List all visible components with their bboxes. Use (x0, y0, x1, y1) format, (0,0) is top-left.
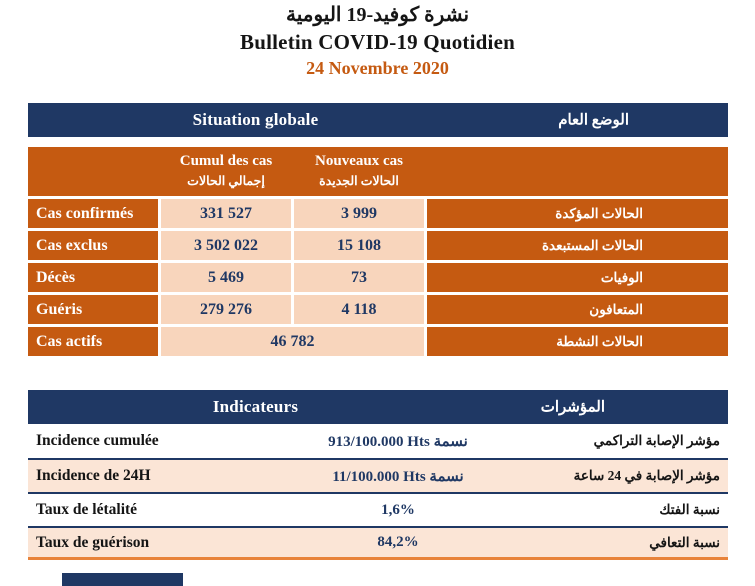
row-label-ar-text: الحالات المستبعدة (541, 237, 643, 253)
indicateurs-title-ar: المؤشرات (540, 399, 605, 416)
indicateurs-section-header (28, 390, 728, 424)
next-section-header-fragment (62, 573, 183, 586)
row-label-ar (427, 263, 728, 292)
cell-cumul: 5 469 (161, 263, 291, 292)
situation-title-fr: Situation globale (192, 110, 319, 129)
row-label-ar-text: الوفيات (600, 269, 643, 285)
indicateurs-table (28, 390, 728, 560)
row-label-ar (427, 231, 728, 260)
cell-cumul: 3 502 022 (161, 231, 291, 260)
cell-nouveaux: 4 118 (294, 295, 424, 324)
indicator-row (28, 492, 728, 526)
indicator-value: 913/100.000 Hts نسمة (328, 433, 468, 450)
indicator-label-fr: Incidence de 24H (36, 467, 151, 484)
column-header-nouveaux-ar: الحالات الجديدة (319, 174, 399, 188)
situation-title-ar: الوضع العام (558, 112, 629, 129)
indicator-value: 11/100.000 Hts نسمة (332, 468, 464, 485)
row-label-ar (427, 295, 728, 324)
column-header-cumul-fr: Cumul des cas (179, 153, 273, 169)
indicator-label-fr: Taux de guérison (36, 533, 150, 551)
indicator-value: 84,2% (377, 534, 419, 550)
column-header-cumul (161, 151, 291, 191)
page-title-arabic: نشرة كوفيد-19 اليومية (285, 4, 470, 26)
cell-nouveaux: 3 999 (294, 199, 424, 228)
indicator-label-ar: مؤشر الإصابة التراكمي (593, 433, 720, 448)
row-label-ar (427, 327, 728, 356)
cell-nouveaux: 15 108 (294, 231, 424, 260)
indicator-value: 1,6% (381, 501, 415, 518)
row-label-fr: Décès (28, 263, 158, 292)
cell-cumul: 331 527 (161, 199, 291, 228)
row-label-ar-text: الحالات المؤكدة (555, 205, 643, 221)
situation-globale-table (28, 103, 728, 356)
row-label-fr: Cas exclus (28, 231, 158, 260)
row-label-ar (427, 199, 728, 228)
situation-grid (28, 147, 728, 356)
indicator-label-ar: نسبة الفتك (659, 502, 720, 517)
cell-cumul: 279 276 (161, 295, 291, 324)
cell-cas-actifs: 46 782 (161, 327, 424, 356)
column-header-nouveaux-fr: Nouveaux cas (315, 153, 403, 169)
indicator-label-ar: مؤشر الإصابة في 24 ساعة (573, 468, 720, 483)
indicator-label-fr: Taux de létalité (36, 501, 138, 518)
indicateurs-title-fr: Indicateurs (212, 397, 299, 416)
row-label-ar-text: المتعافون (589, 301, 643, 317)
indicateurs-rows (28, 424, 728, 560)
bulletin-date: 24 Novembre 2020 (306, 58, 449, 78)
column-header-nouveaux (294, 151, 424, 191)
column-header-cumul-ar: إجمالي الحالات (187, 174, 265, 188)
page-title-french: Bulletin COVID-19 Quotidien (240, 30, 515, 54)
situation-section-header (28, 103, 728, 137)
row-label-fr: Guéris (28, 295, 158, 324)
indicator-row (28, 458, 728, 492)
row-label-fr: Cas confirmés (28, 199, 158, 228)
row-label-fr: Cas actifs (28, 327, 158, 356)
row-label-ar-text: الحالات النشطة (556, 333, 643, 349)
indicator-label-fr: Incidence cumulée (36, 432, 159, 449)
indicator-label-ar: نسبة التعافي (649, 534, 720, 550)
cell-nouveaux: 73 (294, 263, 424, 292)
indicator-row (28, 526, 728, 560)
indicator-row (28, 424, 728, 458)
situation-column-headers (28, 147, 728, 196)
bulletin-header (0, 0, 755, 79)
